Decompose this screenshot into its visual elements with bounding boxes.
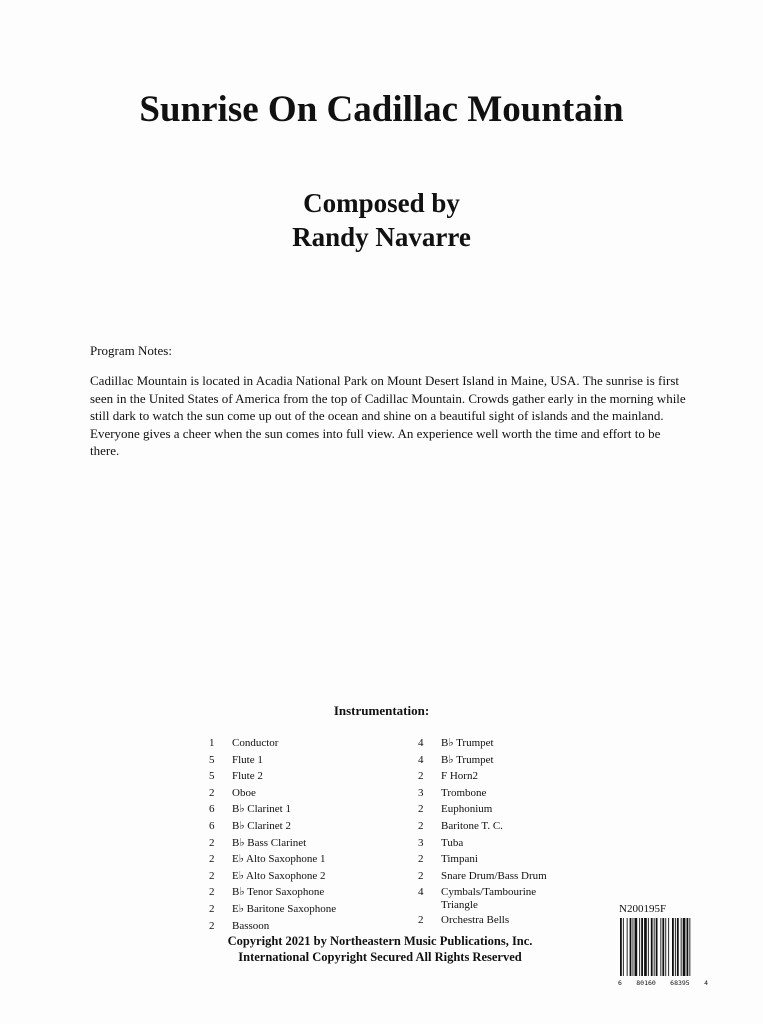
instrument-quantity: 2 (418, 770, 424, 783)
instrument-quantity: 2 (209, 886, 215, 899)
barcode-digit-group: 80160 (636, 979, 656, 987)
barcode-bars (618, 918, 708, 978)
barcode-digit-group: 68395 (670, 979, 690, 987)
instrument-row (209, 835, 336, 852)
instrument-name: Snare Drum/Bass Drum (441, 869, 547, 882)
instrument-quantity: 2 (209, 919, 215, 932)
barcode-bar (660, 918, 661, 976)
instrument-row (418, 768, 547, 785)
instrument-row (209, 851, 336, 868)
instrument-name: Flute 1 (232, 753, 263, 766)
instrument-row (418, 868, 547, 885)
barcode-bar (677, 918, 679, 976)
instrument-name: Timpani (441, 853, 478, 866)
instrument-name: Orchestra Bells (441, 913, 510, 926)
instrument-quantity: 2 (209, 786, 215, 799)
barcode-bar (630, 918, 632, 976)
rights-line: International Copyright Secured All Rights Reserved (238, 950, 522, 964)
instrument-quantity: 5 (209, 770, 215, 783)
barcode-digit-group: 6 (618, 979, 622, 987)
instrument-quantity: 6 (209, 803, 215, 816)
program-notes-body: Cadillac Mountain is located in Acadia National Park on Mount Desert Island in Maine, USA. The sunrise is first seen in the United States of America from the top of Cadillac Mountain. Crowds gather early in the morning while still dark to watch the sun come up out of the ocean and shine on a beautiful sight of islands and the mainland. Everyone gives a cheer when the sun comes into full view. An experience well worth the time and effort to be there. (90, 373, 686, 458)
barcode-bar (627, 918, 628, 976)
instrument-row (209, 901, 336, 918)
composed-by-label: Composed by (303, 188, 460, 218)
instrument-quantity: 6 (209, 819, 215, 832)
instrument-name: B♭ Trumpet (441, 753, 494, 766)
instrument-row (418, 735, 547, 752)
instrument-name: Tuba (441, 836, 464, 849)
instrument-quantity: 2 (209, 836, 215, 849)
instrument-row (418, 835, 547, 852)
barcode-bar (641, 918, 643, 976)
instrument-name: Flute 2 (232, 770, 263, 783)
instrument-name: Trombone (441, 786, 487, 799)
instrument-name-continued: Triangle (441, 898, 478, 911)
barcode-bar (672, 918, 674, 976)
instrument-name: Bassoon (232, 919, 270, 932)
composer-name: Randy Navarre (292, 222, 471, 252)
instrument-row (209, 918, 336, 935)
instrumentation-left-column (209, 735, 336, 934)
instrument-row (209, 868, 336, 885)
instrument-name: B♭ Tenor Saxophone (232, 886, 325, 899)
instrument-name: E♭ Alto Saxophone 2 (232, 869, 326, 882)
catalog-number: N200195F (619, 903, 667, 915)
instrument-quantity: 2 (418, 819, 424, 832)
barcode-bar (623, 918, 624, 976)
instrument-quantity: 2 (418, 913, 424, 926)
barcode-bar (675, 918, 676, 976)
instrument-name: Conductor (232, 737, 279, 749)
barcode-bar (656, 918, 658, 976)
instrument-name: B♭ Clarinet 2 (232, 819, 291, 832)
instrument-row (209, 884, 336, 901)
instrument-quantity: 3 (418, 786, 424, 799)
instrument-row (418, 801, 547, 818)
instrument-row (209, 752, 336, 769)
instrumentation-right-column (418, 735, 547, 929)
barcode-digit-group: 4 (704, 979, 708, 987)
instrument-name: E♭ Baritone Saxophone (232, 902, 337, 915)
barcode-digits (618, 979, 708, 987)
barcode-bar (633, 918, 634, 976)
program-notes-heading: Program Notes: (90, 343, 172, 358)
instrument-quantity: 2 (418, 869, 424, 882)
barcode-bar (648, 918, 649, 976)
instrument-name: Baritone T. C. (441, 819, 503, 832)
instrument-quantity: 2 (418, 803, 424, 816)
instrument-row (418, 912, 547, 929)
barcode-bar (665, 918, 666, 976)
instrument-name: Oboe (232, 786, 256, 799)
instrument-row (209, 735, 336, 752)
instrument-row (209, 768, 336, 785)
instrument-quantity: 5 (209, 753, 215, 766)
instrument-row (209, 801, 336, 818)
instrument-quantity: 2 (209, 853, 215, 866)
instrument-name: B♭ Bass Clarinet (232, 836, 307, 849)
instrument-name: B♭ Clarinet 1 (232, 803, 291, 816)
copyright-notice (150, 933, 610, 965)
barcode-bar (639, 918, 640, 976)
barcode-bar (687, 918, 689, 976)
instrument-row (418, 851, 547, 868)
barcode-bar (662, 918, 664, 976)
barcode-bar (620, 918, 622, 976)
instrument-name: B♭ Trumpet (441, 737, 494, 749)
instrument-row (418, 752, 547, 769)
instrument-name: F Horn2 (441, 770, 478, 783)
instrument-quantity: 2 (418, 853, 424, 866)
instrumentation-heading: Instrumentation: (333, 703, 430, 718)
barcode-bar (683, 918, 686, 976)
barcode-bar (635, 918, 638, 976)
instrument-name: Euphonium (441, 803, 493, 816)
instrument-row (418, 785, 547, 802)
instrument-quantity: 4 (418, 886, 424, 899)
instrument-name: Cymbals/Tambourine (441, 886, 537, 899)
instrument-row (418, 884, 547, 901)
instrument-quantity: 4 (418, 753, 424, 766)
score-title: Sunrise On Cadillac Mountain (139, 89, 624, 130)
instrument-quantity: 4 (418, 737, 424, 749)
instrument-quantity: 2 (209, 902, 215, 915)
barcode-bar (651, 918, 653, 976)
barcode-bar (644, 918, 647, 976)
copyright-line: Copyright 2021 by Northeastern Music Publications, Inc. (227, 934, 533, 948)
barcode-bar (654, 918, 655, 976)
instrument-quantity: 3 (418, 836, 424, 849)
composer-credit (0, 186, 763, 254)
barcode-bar (668, 918, 669, 976)
barcode-bar (689, 918, 690, 976)
instrument-name: E♭ Alto Saxophone 1 (232, 853, 326, 866)
instrument-row (209, 818, 336, 835)
instrument-quantity: 1 (209, 737, 215, 749)
instrument-row (209, 785, 336, 802)
barcode-bar (681, 918, 682, 976)
instrument-quantity: 2 (209, 869, 215, 882)
instrument-row (418, 818, 547, 835)
